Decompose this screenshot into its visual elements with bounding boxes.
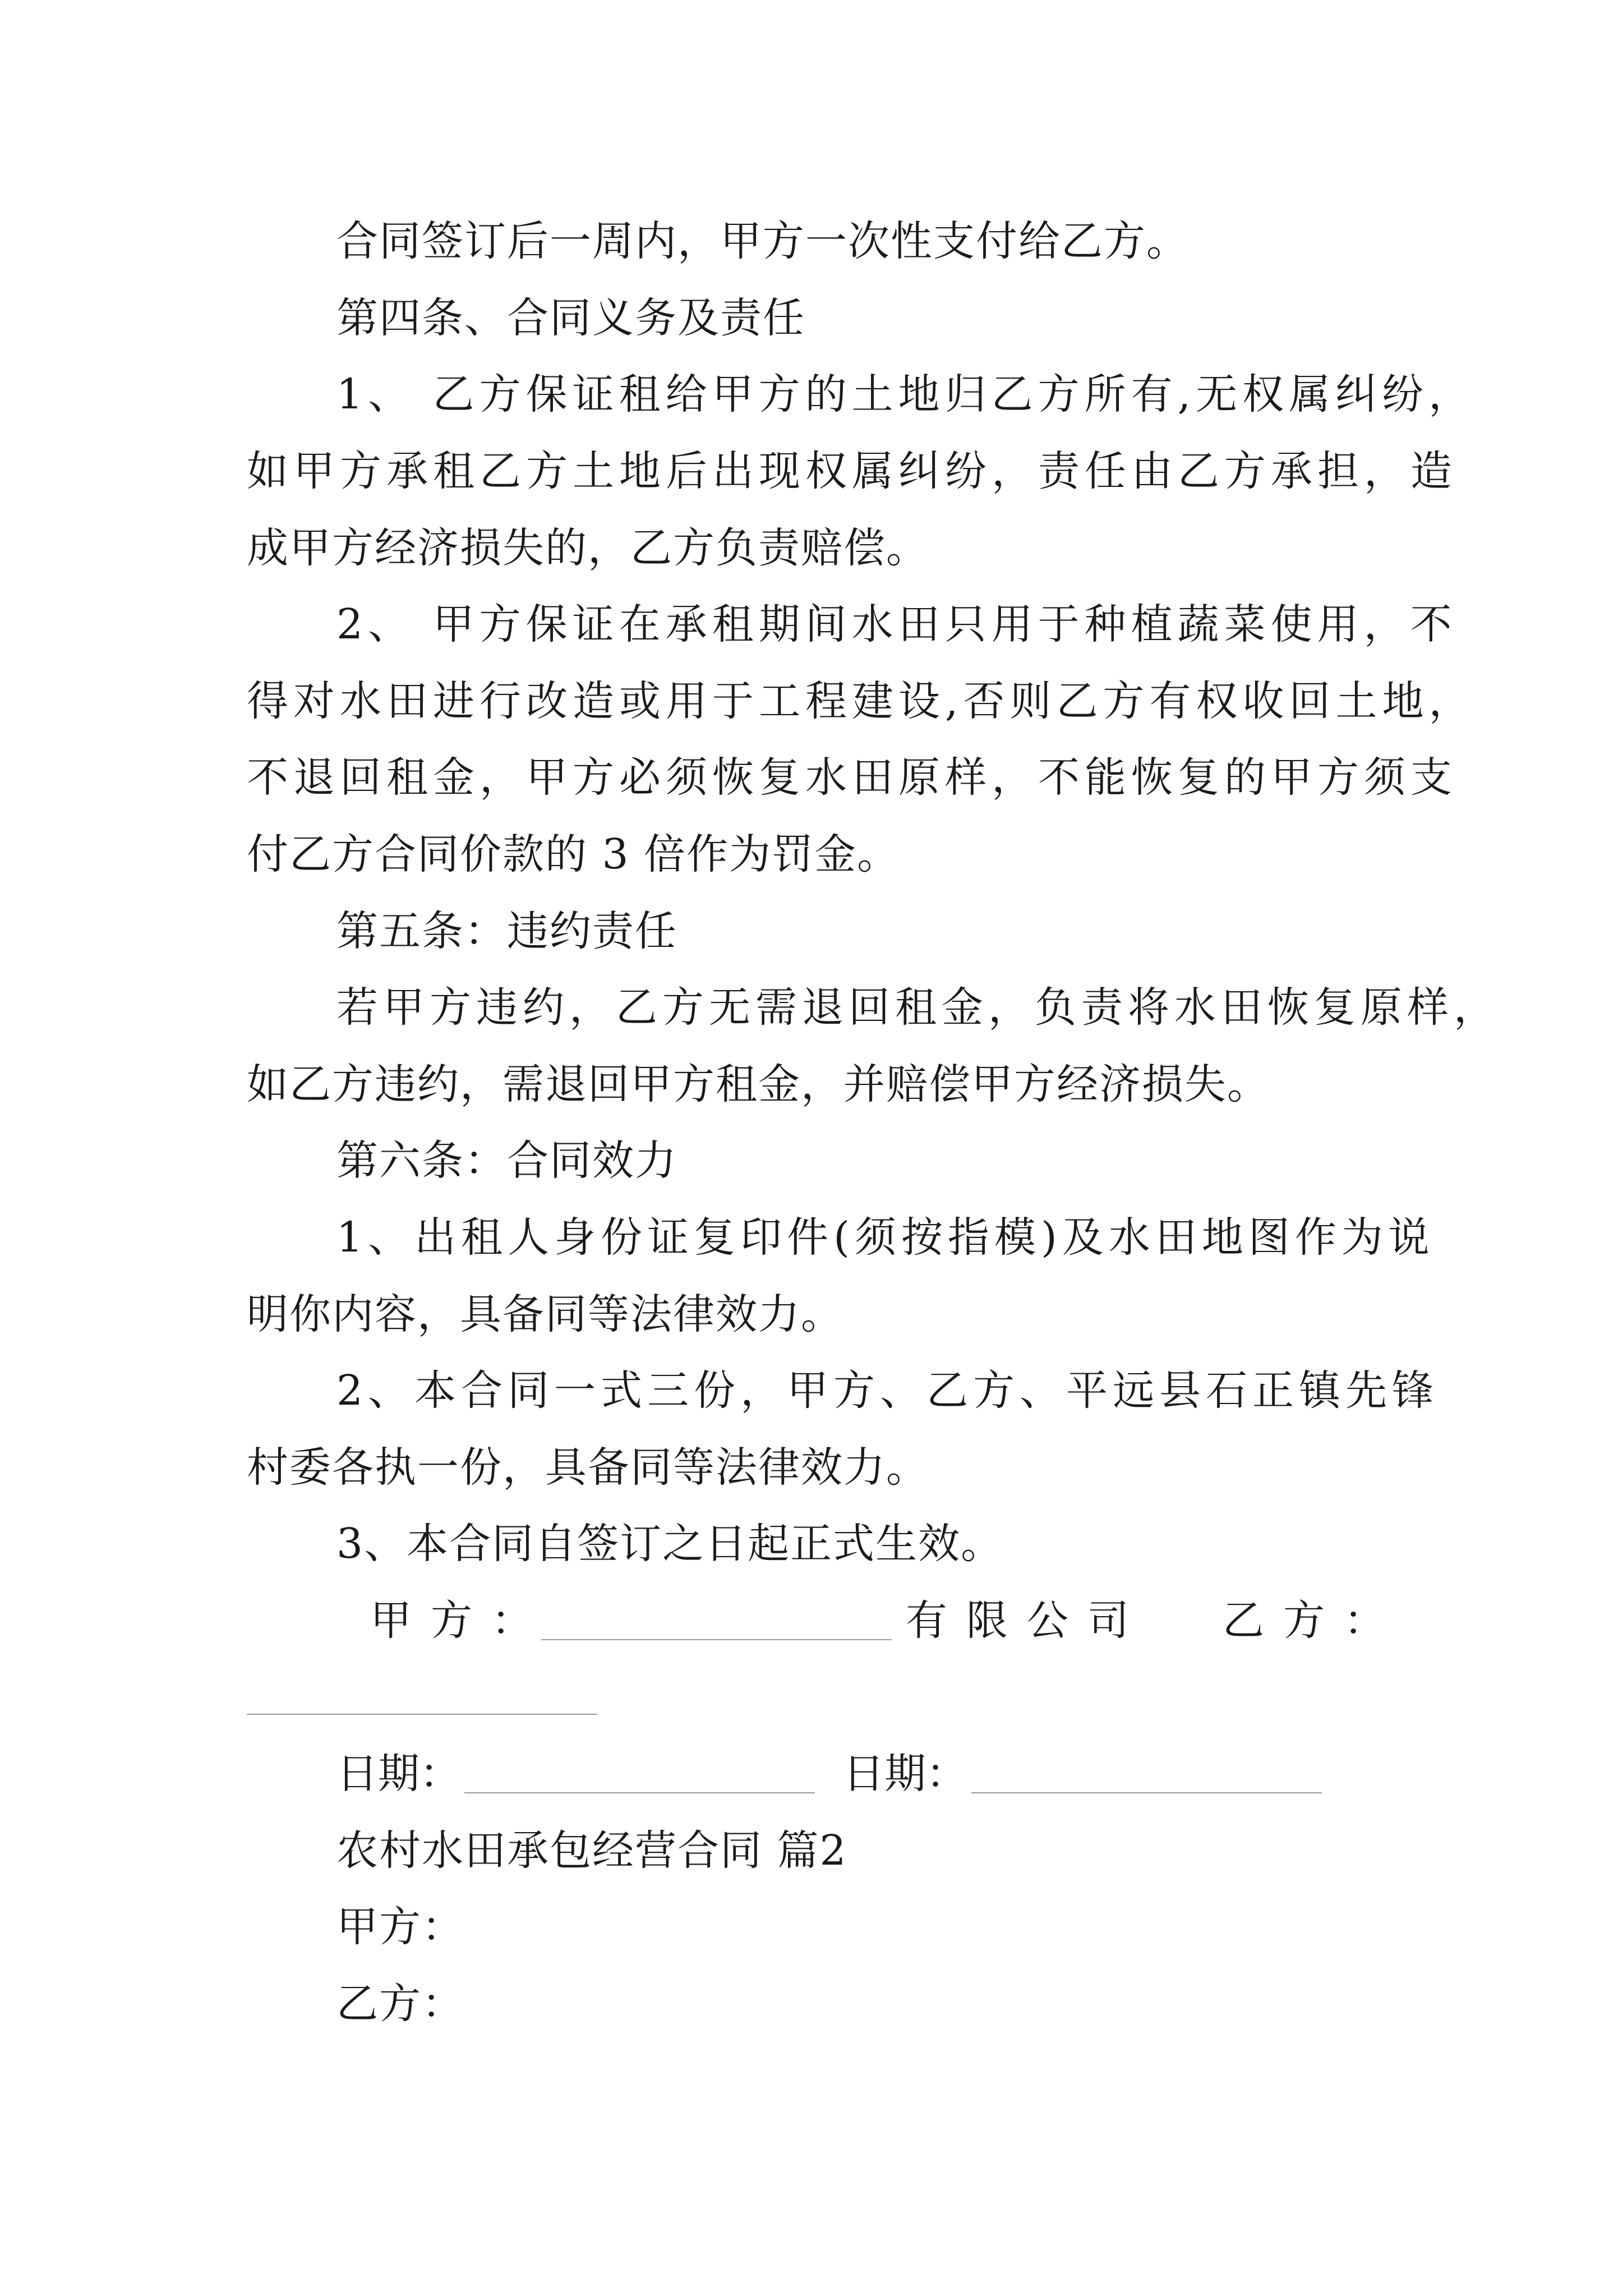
article-5-heading: 第五条：违约责任 [336,907,677,955]
article-5-line-1: 若甲方违约，乙方无需退回租金，负责将水田恢复原样， [336,983,1500,1032]
section-2-title: 农村水田承包经营合同 篇2 [336,1826,847,1875]
party-b-signature-label: 乙方： [1223,1596,1404,1645]
article-4-clause-1-line-2: 如甲方承租乙方土地后出现权属纠纷，责任由乙方承担，造 [247,447,1457,495]
article-6-clause-3: 3、本合同自签订之日起正式生效。 [336,1520,1004,1568]
section-2-party-a: 甲方： [336,1903,464,1951]
article-4-clause-2-line-4: 付乙方合同价款的 3 倍作为罚金。 [247,830,900,878]
paragraph-payment-terms: 合同签订后一周内，甲方一次性支付给乙方。 [336,217,1189,265]
article-4-clause-1-line-3: 成甲方经济损失的，乙方负责赔偿。 [247,524,929,572]
article-5-line-2: 如乙方违约，需退回甲方租金，并赔偿甲方经济损失。 [247,1060,1270,1108]
article-6-heading: 第六条：合同效力 [336,1137,677,1185]
party-a-date-blank [464,1792,815,1793]
article-6-clause-1-line-1: 1、出租人身份证复印件(须按指模)及水田地图作为说 [336,1213,1435,1262]
article-6-clause-2-line-2: 村委各执一份，具备同等法律效力。 [247,1443,929,1492]
article-4-clause-2-line-3: 不退回租金，甲方必须恢复水田原样，不能恢复的甲方须支 [247,753,1457,802]
party-b-date-blank [971,1792,1322,1793]
article-4-clause-1-line-1: 1、 乙方保证租给甲方的土地归乙方所有,无权属纠纷， [336,370,1476,418]
party-b-date-label: 日期： [843,1750,967,1798]
party-a-company-suffix: 有限公司 [906,1596,1148,1645]
article-6-clause-2-line-1: 2、本合同一式三份，甲方、乙方、平远县石正镇先锋 [336,1366,1439,1415]
article-6-clause-1-line-2: 明你内容，具备同等法律效力。 [247,1290,843,1338]
article-4-clause-2-line-1: 2、 甲方保证在承租期间水田只用于种植蔬菜使用，不 [336,600,1457,648]
party-a-name-blank [541,1639,892,1640]
section-2-party-b: 乙方： [336,1980,464,2028]
article-4-clause-2-line-2: 得对水田进行改造或用于工程建设,否则乙方有权收回土地， [247,677,1476,725]
party-b-name-blank [247,1714,597,1715]
party-a-signature-label: 甲方： [370,1596,552,1645]
party-a-date-label: 日期： [336,1750,461,1798]
article-4-heading: 第四条、合同义务及责任 [336,294,805,342]
